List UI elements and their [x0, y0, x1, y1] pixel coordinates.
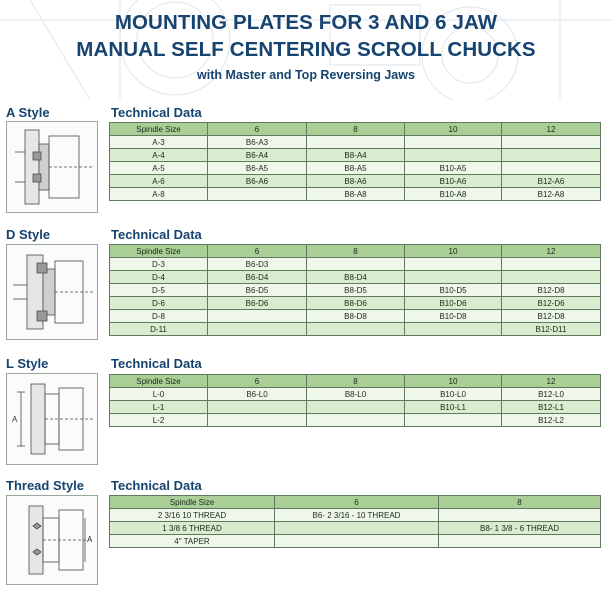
table-cell: B12-L2 [502, 414, 601, 427]
table-cell: A-3 [110, 136, 208, 149]
table-row [110, 188, 601, 201]
table-cell [502, 258, 601, 271]
table-row [110, 401, 601, 414]
header-cell: 10 [405, 375, 502, 388]
table-cell [405, 414, 502, 427]
table-cell: B6-A5 [208, 162, 307, 175]
table-row [110, 284, 601, 297]
table-cell: D-8 [110, 310, 208, 323]
table-row [110, 535, 601, 548]
table-cell: B8-D5 [307, 284, 405, 297]
table-row [110, 162, 601, 175]
table-cell: D-3 [110, 258, 208, 271]
table-header-row [110, 496, 601, 509]
table-row [110, 258, 601, 271]
thread-style-label: Thread Style [6, 478, 85, 493]
table-cell: 4" TAPER [110, 535, 275, 548]
table-cell [307, 401, 405, 414]
table-row [110, 175, 601, 188]
header-cell: 6 [208, 123, 307, 136]
table-cell: B12-A6 [502, 175, 601, 188]
header-cell: 12 [502, 375, 601, 388]
table-cell: B12-L0 [502, 388, 601, 401]
table-cell: B8-D8 [307, 310, 405, 323]
table-header-row [110, 123, 601, 136]
l-style-label: L Style [6, 356, 49, 371]
table-cell: B12-L1 [502, 401, 601, 414]
title-line-2: MANUAL SELF CENTERING SCROLL CHUCKS [76, 38, 536, 61]
page-title [0, 9, 612, 63]
table-cell: B6- 2 3/16 - 10 THREAD [275, 509, 439, 522]
table-cell: B12-D6 [502, 297, 601, 310]
header-cell: Spindle Size [110, 496, 275, 509]
table-cell: B6-A4 [208, 149, 307, 162]
table-cell: D-4 [110, 271, 208, 284]
table-cell: 2 3/16 10 THREAD [110, 509, 275, 522]
table-row [110, 388, 601, 401]
table-cell: A-5 [110, 162, 208, 175]
table-cell: B6-A3 [208, 136, 307, 149]
d-technical-data-label: Technical Data [111, 227, 202, 242]
table-cell: B10-L0 [405, 388, 502, 401]
header-cell: 8 [307, 123, 405, 136]
table-row [110, 149, 601, 162]
header-cell: 12 [502, 123, 601, 136]
table-cell: B12-D11 [502, 323, 601, 336]
table-cell: L-2 [110, 414, 208, 427]
table-cell: B12-A8 [502, 188, 601, 201]
table-cell: B8-L0 [307, 388, 405, 401]
table-cell [307, 414, 405, 427]
header-cell: 8 [307, 245, 405, 258]
table-cell [405, 271, 502, 284]
table-cell [405, 136, 502, 149]
a-technical-data-label: Technical Data [111, 105, 202, 120]
table-cell: B8-A6 [307, 175, 405, 188]
l-style-drawing [6, 373, 98, 465]
table-cell [405, 258, 502, 271]
header-cell: 12 [502, 245, 601, 258]
table-row [110, 271, 601, 284]
table-cell [307, 136, 405, 149]
table-cell: B12-D8 [502, 284, 601, 297]
header-cell: 6 [208, 375, 307, 388]
table-cell: L-1 [110, 401, 208, 414]
thread-technical-data-label: Technical Data [111, 478, 202, 493]
thread-style-drawing [6, 495, 98, 585]
header-cell: Spindle Size [110, 375, 208, 388]
header-cell: 6 [275, 496, 439, 509]
table-cell [208, 188, 307, 201]
d-style-table [109, 244, 601, 336]
table-cell: B8- 1 3/8 - 6 THREAD [439, 522, 601, 535]
table-cell [208, 414, 307, 427]
table-cell [307, 258, 405, 271]
table-cell [307, 323, 405, 336]
table-cell [502, 271, 601, 284]
header-cell: Spindle Size [110, 123, 208, 136]
svg-text:A: A [87, 535, 93, 544]
a-style-label: A Style [6, 105, 50, 120]
table-header-row [110, 375, 601, 388]
table-cell: A-6 [110, 175, 208, 188]
table-cell [275, 535, 439, 548]
table-header-row [110, 245, 601, 258]
l-technical-data-label: Technical Data [111, 356, 202, 371]
table-cell: B6-L0 [208, 388, 307, 401]
table-cell [502, 162, 601, 175]
table-cell: A-8 [110, 188, 208, 201]
table-cell: A-4 [110, 149, 208, 162]
table-cell: B10-A8 [405, 188, 502, 201]
table-row [110, 414, 601, 427]
table-cell: B10-A6 [405, 175, 502, 188]
table-cell: D-5 [110, 284, 208, 297]
table-cell: B8-A5 [307, 162, 405, 175]
page-subtitle: with Master and Top Reversing Jaws [197, 68, 415, 82]
table-cell: B10-D6 [405, 297, 502, 310]
table-cell: B6-A6 [208, 175, 307, 188]
table-cell: D-6 [110, 297, 208, 310]
table-cell: B8-D6 [307, 297, 405, 310]
thread-style-table [109, 495, 601, 548]
table-cell: B8-A8 [307, 188, 405, 201]
table-cell: B10-D5 [405, 284, 502, 297]
header-cell: 10 [405, 123, 502, 136]
table-cell: B6-D6 [208, 297, 307, 310]
table-cell: B8-D4 [307, 271, 405, 284]
header-cell: 8 [439, 496, 601, 509]
table-cell: 1 3/8 6 THREAD [110, 522, 275, 535]
header-cell: 10 [405, 245, 502, 258]
table-cell [208, 401, 307, 414]
table-cell [405, 323, 502, 336]
table-cell [208, 310, 307, 323]
header-cell: Spindle Size [110, 245, 208, 258]
header-cell: 8 [307, 375, 405, 388]
table-cell: B8-A4 [307, 149, 405, 162]
d-style-label: D Style [6, 227, 51, 242]
table-cell: L-0 [110, 388, 208, 401]
a-style-drawing [6, 121, 98, 213]
table-row [110, 509, 601, 522]
table-cell: D-11 [110, 323, 208, 336]
table-cell: B10-L1 [405, 401, 502, 414]
header-cell: 6 [208, 245, 307, 258]
table-row [110, 136, 601, 149]
table-cell [502, 136, 601, 149]
a-style-table [109, 122, 601, 201]
table-row [110, 522, 601, 535]
l-style-table [109, 374, 601, 427]
table-cell [208, 323, 307, 336]
table-row [110, 323, 601, 336]
table-cell: B10-A5 [405, 162, 502, 175]
table-row [110, 297, 601, 310]
table-cell: B6-D3 [208, 258, 307, 271]
table-cell [275, 522, 439, 535]
table-cell [439, 535, 601, 548]
d-style-drawing [6, 244, 98, 340]
table-cell [439, 509, 601, 522]
table-row [110, 310, 601, 323]
table-cell: B12-D8 [502, 310, 601, 323]
table-cell: B6-D4 [208, 271, 307, 284]
table-cell: B6-D5 [208, 284, 307, 297]
table-cell [405, 149, 502, 162]
table-cell: B10-D8 [405, 310, 502, 323]
title-line-1: MOUNTING PLATES FOR 3 AND 6 JAW [114, 11, 498, 34]
table-cell [502, 149, 601, 162]
svg-text:A: A [12, 415, 18, 424]
